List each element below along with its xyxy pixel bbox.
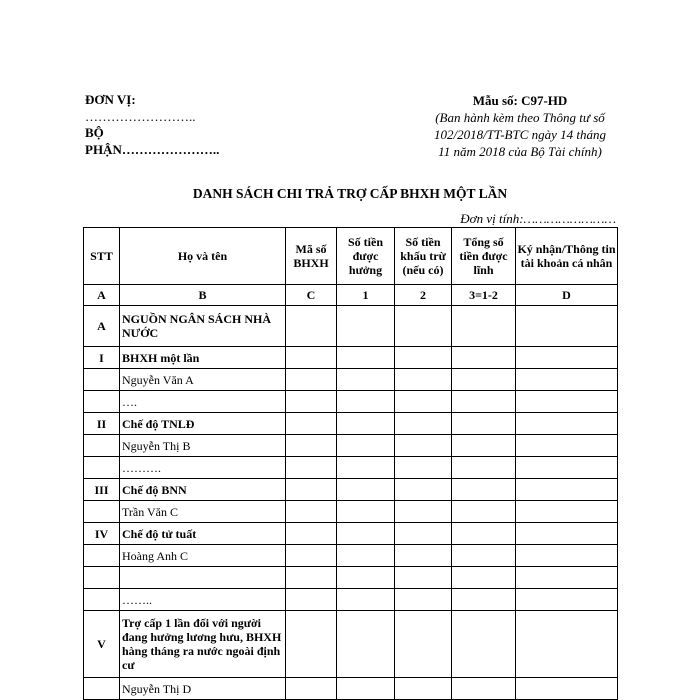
- code-cell: 2: [395, 285, 452, 306]
- table-row: [84, 413, 618, 435]
- row-stt: [84, 589, 120, 611]
- row-total[interactable]: [452, 369, 516, 391]
- form-note-2: 102/2018/TT-BTC ngày 14 tháng: [433, 127, 607, 142]
- currency-unit-line: Đơn vị tính:……………………: [460, 211, 616, 226]
- dept-label: BỘ: [85, 125, 104, 140]
- row-signature[interactable]: [516, 523, 618, 545]
- unit-dots: ……………………..: [85, 108, 196, 124]
- row-total[interactable]: [452, 306, 516, 347]
- row-signature[interactable]: [516, 369, 618, 391]
- row-signature[interactable]: [516, 413, 618, 435]
- row-bhxh-code[interactable]: [286, 567, 337, 589]
- col-header-amount: Số tiền được hưởng: [337, 228, 395, 285]
- row-name: ….: [120, 391, 286, 413]
- row-stt: II: [84, 413, 120, 435]
- row-signature[interactable]: [516, 501, 618, 523]
- code-cell: 3=1-2: [452, 285, 516, 306]
- row-signature[interactable]: [516, 611, 618, 678]
- row-name: Chế độ TNLĐ: [120, 413, 286, 435]
- row-signature[interactable]: [516, 479, 618, 501]
- row-stt: [84, 501, 120, 523]
- col-header-name: Họ và tên: [120, 228, 286, 285]
- row-amount[interactable]: [337, 306, 395, 347]
- code-cell: D: [516, 285, 618, 306]
- row-name: NGUỒN NGÂN SÁCH NHÀ NƯỚC: [120, 306, 286, 347]
- row-amount[interactable]: [337, 391, 395, 413]
- table-row: [84, 501, 618, 523]
- row-total[interactable]: [452, 523, 516, 545]
- dept-label-2: PHẬN…………………..: [85, 141, 220, 157]
- row-stt: V: [84, 611, 120, 678]
- row-amount[interactable]: [337, 413, 395, 435]
- row-deduction[interactable]: [395, 479, 452, 501]
- row-stt: [84, 567, 120, 589]
- row-name: Nguyễn Thị D: [120, 678, 286, 700]
- row-bhxh-code[interactable]: [286, 391, 337, 413]
- row-stt: III: [84, 479, 120, 501]
- row-deduction[interactable]: [395, 306, 452, 347]
- row-amount[interactable]: [337, 369, 395, 391]
- row-total[interactable]: [452, 678, 516, 700]
- row-stt: [84, 391, 120, 413]
- row-total[interactable]: [452, 435, 516, 457]
- row-amount[interactable]: [337, 545, 395, 567]
- row-bhxh-code[interactable]: [286, 435, 337, 457]
- form-code: Mẫu số: C97-HD: [472, 93, 568, 108]
- row-stt: [84, 457, 120, 479]
- row-amount[interactable]: [337, 611, 395, 678]
- table-row: [84, 435, 618, 457]
- row-amount[interactable]: [337, 457, 395, 479]
- row-deduction[interactable]: [395, 457, 452, 479]
- table-row: [84, 545, 618, 567]
- form-note-1: (Ban hành kèm theo Thông tư số: [435, 110, 605, 125]
- row-bhxh-code[interactable]: [286, 523, 337, 545]
- table-row: [84, 391, 618, 413]
- row-signature[interactable]: [516, 391, 618, 413]
- code-cell: B: [120, 285, 286, 306]
- table-row: [84, 369, 618, 391]
- row-deduction[interactable]: [395, 567, 452, 589]
- row-name: BHXH một lần: [120, 347, 286, 369]
- row-stt: [84, 435, 120, 457]
- row-name: Nguyễn Thị B: [120, 435, 286, 457]
- row-name: Nguyễn Văn A: [120, 369, 286, 391]
- row-name: Chế độ tử tuất: [120, 523, 286, 545]
- row-name: Chế độ BNN: [120, 479, 286, 501]
- row-stt: I: [84, 347, 120, 369]
- row-amount[interactable]: [337, 678, 395, 700]
- row-stt: [84, 369, 120, 391]
- row-amount[interactable]: [337, 347, 395, 369]
- row-total[interactable]: [452, 567, 516, 589]
- row-total[interactable]: [452, 347, 516, 369]
- row-bhxh-code[interactable]: [286, 347, 337, 369]
- form-note-3: 11 năm 2018 của Bộ Tài chính): [438, 144, 602, 159]
- row-bhxh-code[interactable]: [286, 611, 337, 678]
- row-stt: [84, 545, 120, 567]
- table-row: [84, 589, 618, 611]
- row-name: Hoàng Anh C: [120, 545, 286, 567]
- row-name: [120, 567, 286, 589]
- row-signature[interactable]: [516, 678, 618, 700]
- row-signature[interactable]: [516, 567, 618, 589]
- col-header-stt: STT: [84, 228, 120, 285]
- col-header-bhxh-code: Mã số BHXH: [286, 228, 337, 285]
- row-deduction[interactable]: [395, 435, 452, 457]
- row-deduction[interactable]: [395, 369, 452, 391]
- col-header-deduction: Số tiền khấu trừ (nếu có): [395, 228, 452, 285]
- row-amount[interactable]: [337, 589, 395, 611]
- row-bhxh-code[interactable]: [286, 457, 337, 479]
- code-cell: C: [286, 285, 337, 306]
- table-row: [84, 347, 618, 369]
- row-name: Trợ cấp 1 lần đối với người đang hưởng lương hưu, BHXH hàng tháng ra nước ngoài định cư: [120, 611, 286, 678]
- row-bhxh-code[interactable]: [286, 678, 337, 700]
- row-deduction[interactable]: [395, 523, 452, 545]
- row-amount[interactable]: [337, 479, 395, 501]
- row-deduction[interactable]: [395, 678, 452, 700]
- table-row: [84, 523, 618, 545]
- row-signature[interactable]: [516, 589, 618, 611]
- row-amount[interactable]: [337, 501, 395, 523]
- row-bhxh-code[interactable]: [286, 413, 337, 435]
- row-bhxh-code[interactable]: [286, 589, 337, 611]
- col-header-signature: Ký nhận/Thông tin tài khoản cá nhân: [516, 228, 618, 285]
- row-name: ……….: [120, 457, 286, 479]
- unit-header: [85, 92, 219, 158]
- payment-table: [83, 227, 618, 700]
- row-amount[interactable]: [337, 435, 395, 457]
- document-title: DANH SÁCH CHI TRẢ TRỢ CẤP BHXH MỘT LẦN: [192, 186, 508, 201]
- table-code-row: [84, 285, 618, 306]
- row-bhxh-code[interactable]: [286, 369, 337, 391]
- row-name: Trần Văn C: [120, 501, 286, 523]
- row-deduction[interactable]: [395, 391, 452, 413]
- col-header-total: Tổng số tiền được lĩnh: [452, 228, 516, 285]
- row-stt: A: [84, 306, 120, 347]
- row-bhxh-code[interactable]: [286, 545, 337, 567]
- unit-label: ĐƠN VỊ:: [85, 92, 136, 107]
- table-row: [84, 611, 618, 678]
- row-total[interactable]: [452, 457, 516, 479]
- row-bhxh-code[interactable]: [286, 306, 337, 347]
- table-row: [84, 479, 618, 501]
- row-signature[interactable]: [516, 457, 618, 479]
- table-header-row: [84, 228, 618, 285]
- row-deduction[interactable]: [395, 611, 452, 678]
- row-deduction[interactable]: [395, 413, 452, 435]
- row-bhxh-code[interactable]: [286, 501, 337, 523]
- row-total[interactable]: [452, 391, 516, 413]
- table-body: [84, 306, 618, 700]
- row-total[interactable]: [452, 611, 516, 678]
- form-header: [400, 92, 640, 160]
- row-signature[interactable]: [516, 435, 618, 457]
- row-deduction[interactable]: [395, 589, 452, 611]
- table-row: [84, 678, 618, 700]
- row-total[interactable]: [452, 413, 516, 435]
- row-total[interactable]: [452, 479, 516, 501]
- row-signature[interactable]: [516, 347, 618, 369]
- row-deduction[interactable]: [395, 501, 452, 523]
- row-total[interactable]: [452, 501, 516, 523]
- row-stt: [84, 678, 120, 700]
- table-row: [84, 306, 618, 347]
- row-signature[interactable]: [516, 545, 618, 567]
- table-row: [84, 567, 618, 589]
- row-signature[interactable]: [516, 306, 618, 347]
- code-cell: 1: [337, 285, 395, 306]
- row-deduction[interactable]: [395, 545, 452, 567]
- row-amount[interactable]: [337, 523, 395, 545]
- row-bhxh-code[interactable]: [286, 479, 337, 501]
- row-amount[interactable]: [337, 567, 395, 589]
- row-total[interactable]: [452, 545, 516, 567]
- row-name: ……..: [120, 589, 286, 611]
- row-stt: IV: [84, 523, 120, 545]
- row-deduction[interactable]: [395, 347, 452, 369]
- code-cell: A: [84, 285, 120, 306]
- row-total[interactable]: [452, 589, 516, 611]
- table-row: [84, 457, 618, 479]
